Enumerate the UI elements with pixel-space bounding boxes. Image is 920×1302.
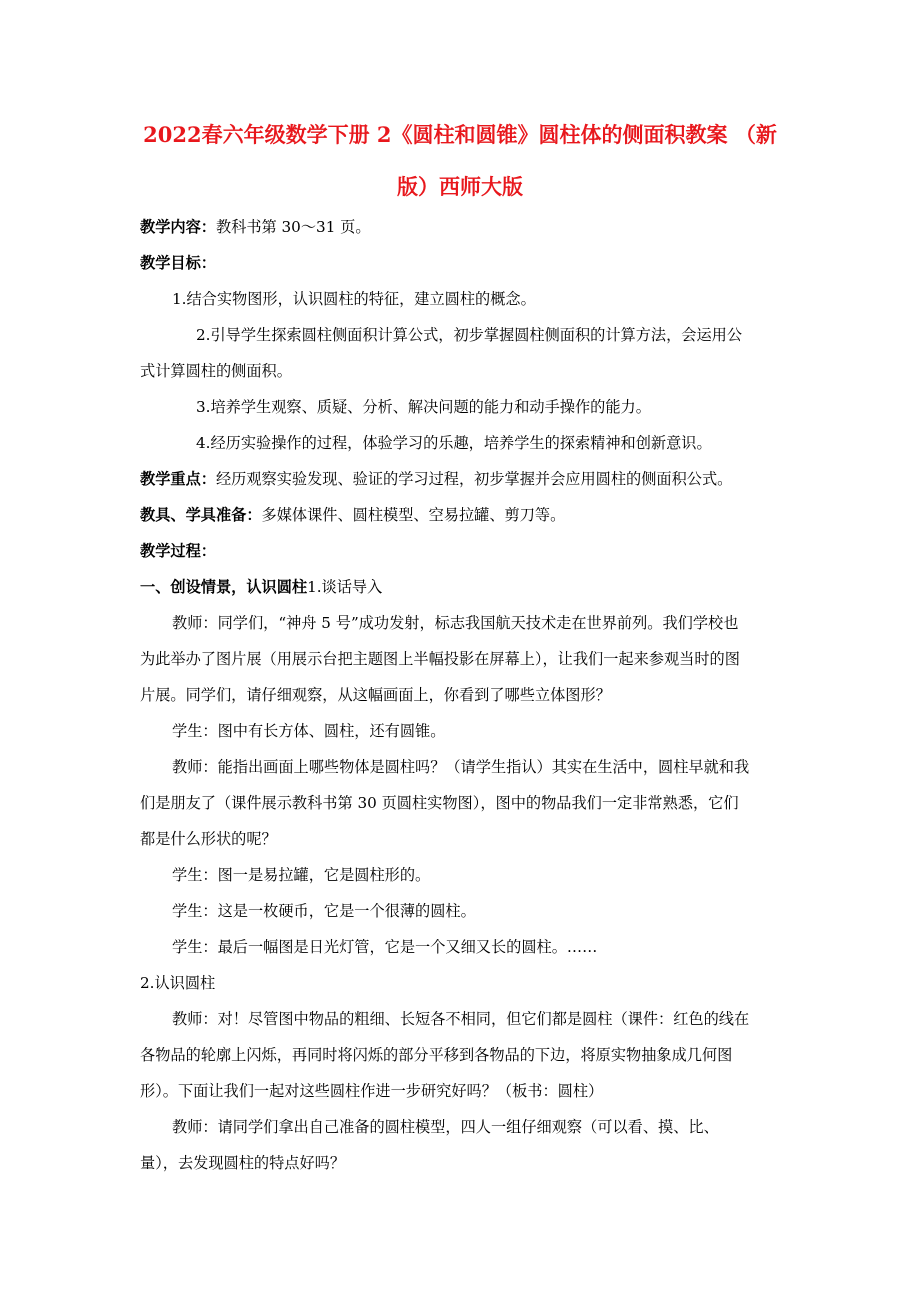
paragraph-1-line-1: 教师：同学们，“神舟 5 号”成功发射，标志我国航天技术走在世界前列。我们学校也 [172, 614, 739, 632]
teaching-content-text: 教科书第 30～31 页。 [215, 218, 371, 236]
teaching-content [140, 217, 371, 237]
document-title-line-1: 2022春六年级数学下册 2《圆柱和圆锥》圆柱体的侧面积教案 （新 [143, 122, 777, 147]
document-title-line-2: 版）西师大版 [397, 174, 523, 199]
paragraph-8-line-1: 教师：请同学们拿出自己准备的圆柱模型，四人一组仔细观察（可以看、摸、比、 [172, 1118, 719, 1136]
paragraph-1-line-2: 为此举办了图片展（用展示台把主题图上半幅投影在屏幕上），让我们一起来参观当时的图 [140, 650, 740, 668]
paragraph-3-line-2: 们是朋友了（课件展示教科书第 30 页圆柱实物图），图中的物品我们一定非常熟悉，它们 [140, 794, 739, 812]
key-points-text: 经历观察实验发现、验证的学习过程，初步掌握并会应用圆柱的侧面积公式。 [215, 470, 733, 488]
paragraph-6: 学生：最后一幅图是日光灯管，它是一个又细又长的圆柱。…… [172, 938, 598, 956]
section-1-sub: 1.谈话导入 [307, 578, 383, 596]
paragraph-3-line-1: 教师：能指出画面上哪些物体是圆柱吗？（请学生指认）其实在生活中，圆柱早就和我 [172, 758, 750, 776]
tools-text: 多媒体课件、圆柱模型、空易拉罐、剪刀等。 [261, 506, 566, 524]
paragraph-7-line-1: 教师：对！尽管图中物品的粗细、长短各不相同，但它们都是圆柱（课件：红色的线在 [172, 1010, 750, 1028]
section-2-heading: 2.认识圆柱 [140, 974, 216, 992]
goal-3: 3.培养学生观察、质疑、分析、解决问题的能力和动手操作的能力。 [196, 398, 651, 416]
section-1-heading [140, 577, 382, 597]
tools-label: 教具、学具准备： [140, 506, 262, 524]
goal-2-line-1: 2.引导学生探索圆柱侧面积计算公式，初步掌握圆柱侧面积的计算方法，会运用公 [196, 326, 743, 344]
goal-1: 1.结合实物图形，认识圆柱的特征，建立圆柱的概念。 [172, 290, 536, 308]
paragraph-2: 学生：图中有长方体、圆柱，还有圆锥。 [172, 722, 446, 740]
goal-2-line-2: 式计算圆柱的侧面积。 [140, 362, 292, 380]
paragraph-3-line-3: 都是什么形状的呢？ [140, 830, 277, 848]
paragraph-7-line-3: 形）。下面让我们一起对这些圆柱作进一步研究好吗？（板书：圆柱） [140, 1082, 604, 1100]
paragraph-1-line-3: 片展。同学们，请仔细观察，从这幅画面上，你看到了哪些立体图形？ [140, 686, 611, 704]
teaching-key-points [140, 469, 732, 489]
teaching-process-label: 教学过程： [140, 542, 216, 560]
key-points-label: 教学重点： [140, 470, 216, 488]
paragraph-5: 学生：这是一枚硬币，它是一个很薄的圆柱。 [172, 902, 476, 920]
paragraph-4: 学生：图一是易拉罐，它是圆柱形的。 [172, 866, 431, 884]
teaching-tools [140, 505, 565, 525]
teaching-goals-label: 教学目标： [140, 254, 216, 272]
teaching-content-label: 教学内容： [140, 218, 216, 236]
goal-4: 4.经历实验操作的过程，体验学习的乐趣，培养学生的探索精神和创新意识。 [196, 434, 712, 452]
section-1-label: 一、创设情景，认识圆柱 [140, 578, 308, 596]
paragraph-8-line-2: 量），去发现圆柱的特点好吗？ [140, 1154, 346, 1172]
paragraph-7-line-2: 各物品的轮廓上闪烁，再同时将闪烁的部分平移到各物品的下边，将原实物抽象成几何图 [140, 1046, 733, 1064]
